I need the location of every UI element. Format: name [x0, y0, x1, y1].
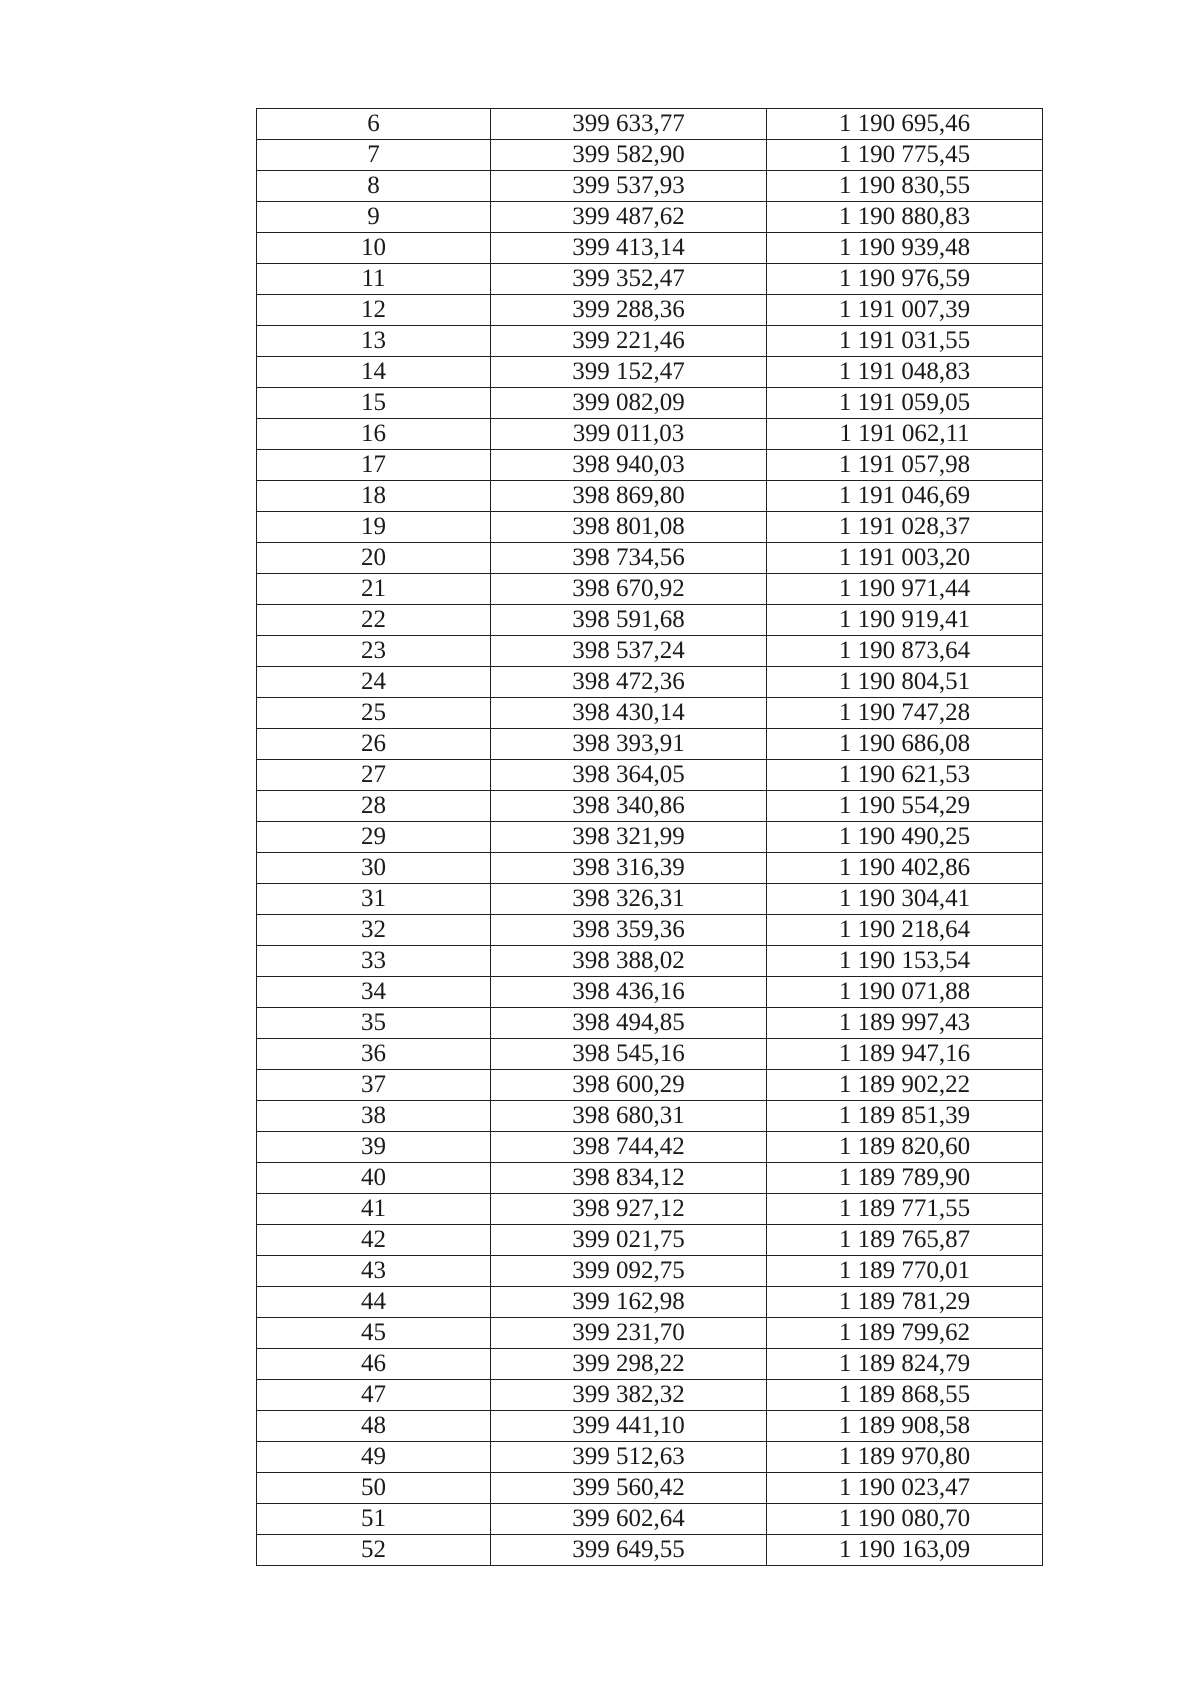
y-coordinate-cell: 1 190 153,54: [767, 946, 1043, 977]
x-coordinate-cell: 399 288,36: [491, 295, 767, 326]
y-coordinate-cell: 1 190 939,48: [767, 233, 1043, 264]
y-coordinate-cell: 1 190 071,88: [767, 977, 1043, 1008]
point-number-cell: 29: [257, 822, 491, 853]
point-number-cell: 48: [257, 1411, 491, 1442]
point-number-cell: 37: [257, 1070, 491, 1101]
point-number-cell: 41: [257, 1194, 491, 1225]
x-coordinate-cell: 399 011,03: [491, 419, 767, 450]
table-row: [257, 140, 1043, 171]
table-row: [257, 450, 1043, 481]
table-row: [257, 388, 1043, 419]
table-row: [257, 233, 1043, 264]
point-number-cell: 16: [257, 419, 491, 450]
x-coordinate-cell: 398 430,14: [491, 698, 767, 729]
x-coordinate-cell: 398 436,16: [491, 977, 767, 1008]
table-row: [257, 543, 1043, 574]
point-number-cell: 49: [257, 1442, 491, 1473]
y-coordinate-cell: 1 189 824,79: [767, 1349, 1043, 1380]
x-coordinate-cell: 398 940,03: [491, 450, 767, 481]
table-row: [257, 853, 1043, 884]
y-coordinate-cell: 1 191 003,20: [767, 543, 1043, 574]
y-coordinate-cell: 1 190 218,64: [767, 915, 1043, 946]
point-number-cell: 43: [257, 1256, 491, 1287]
table-row: [257, 481, 1043, 512]
table-row: [257, 1225, 1043, 1256]
point-number-cell: 46: [257, 1349, 491, 1380]
table-row: [257, 1535, 1043, 1566]
y-coordinate-cell: 1 190 971,44: [767, 574, 1043, 605]
y-coordinate-cell: 1 190 695,46: [767, 109, 1043, 140]
y-coordinate-cell: 1 189 799,62: [767, 1318, 1043, 1349]
x-coordinate-cell: 398 834,12: [491, 1163, 767, 1194]
x-coordinate-cell: 399 152,47: [491, 357, 767, 388]
y-coordinate-cell: 1 190 023,47: [767, 1473, 1043, 1504]
table-row: [257, 1039, 1043, 1070]
x-coordinate-cell: 399 602,64: [491, 1504, 767, 1535]
x-coordinate-cell: 399 560,42: [491, 1473, 767, 1504]
x-coordinate-cell: 398 326,31: [491, 884, 767, 915]
table-row: [257, 1194, 1043, 1225]
point-number-cell: 17: [257, 450, 491, 481]
table-row: [257, 202, 1043, 233]
y-coordinate-cell: 1 191 062,11: [767, 419, 1043, 450]
table-row: [257, 1163, 1043, 1194]
x-coordinate-cell: 399 512,63: [491, 1442, 767, 1473]
x-coordinate-cell: 398 591,68: [491, 605, 767, 636]
point-number-cell: 38: [257, 1101, 491, 1132]
x-coordinate-cell: 398 321,99: [491, 822, 767, 853]
point-number-cell: 45: [257, 1318, 491, 1349]
x-coordinate-cell: 399 382,32: [491, 1380, 767, 1411]
y-coordinate-cell: 1 190 880,83: [767, 202, 1043, 233]
table-row: [257, 1380, 1043, 1411]
point-number-cell: 52: [257, 1535, 491, 1566]
point-number-cell: 51: [257, 1504, 491, 1535]
x-coordinate-cell: 398 744,42: [491, 1132, 767, 1163]
table-row: [257, 822, 1043, 853]
table-row: [257, 326, 1043, 357]
y-coordinate-cell: 1 190 747,28: [767, 698, 1043, 729]
table-row: [257, 667, 1043, 698]
y-coordinate-cell: 1 191 048,83: [767, 357, 1043, 388]
point-number-cell: 21: [257, 574, 491, 605]
x-coordinate-cell: 398 472,36: [491, 667, 767, 698]
table-row: [257, 605, 1043, 636]
table-row: [257, 915, 1043, 946]
point-number-cell: 26: [257, 729, 491, 760]
y-coordinate-cell: 1 189 970,80: [767, 1442, 1043, 1473]
point-number-cell: 39: [257, 1132, 491, 1163]
point-number-cell: 18: [257, 481, 491, 512]
y-coordinate-cell: 1 191 031,55: [767, 326, 1043, 357]
point-number-cell: 27: [257, 760, 491, 791]
table-row: [257, 109, 1043, 140]
y-coordinate-cell: 1 190 490,25: [767, 822, 1043, 853]
table-row: [257, 1318, 1043, 1349]
table-row: [257, 1132, 1043, 1163]
x-coordinate-cell: 399 298,22: [491, 1349, 767, 1380]
y-coordinate-cell: 1 189 908,58: [767, 1411, 1043, 1442]
y-coordinate-cell: 1 189 902,22: [767, 1070, 1043, 1101]
table-row: [257, 1256, 1043, 1287]
y-coordinate-cell: 1 191 046,69: [767, 481, 1043, 512]
table-row: [257, 264, 1043, 295]
point-number-cell: 36: [257, 1039, 491, 1070]
table-row: [257, 1008, 1043, 1039]
point-number-cell: 35: [257, 1008, 491, 1039]
x-coordinate-cell: 399 413,14: [491, 233, 767, 264]
y-coordinate-cell: 1 190 163,09: [767, 1535, 1043, 1566]
table-row: [257, 295, 1043, 326]
table-row: [257, 1473, 1043, 1504]
x-coordinate-cell: 398 494,85: [491, 1008, 767, 1039]
table-row: [257, 1287, 1043, 1318]
y-coordinate-cell: 1 191 057,98: [767, 450, 1043, 481]
y-coordinate-cell: 1 189 820,60: [767, 1132, 1043, 1163]
point-number-cell: 47: [257, 1380, 491, 1411]
x-coordinate-cell: 399 352,47: [491, 264, 767, 295]
x-coordinate-cell: 399 633,77: [491, 109, 767, 140]
point-number-cell: 6: [257, 109, 491, 140]
table-row: [257, 1070, 1043, 1101]
table-row: [257, 946, 1043, 977]
table-row: [257, 1101, 1043, 1132]
y-coordinate-cell: 1 189 868,55: [767, 1380, 1043, 1411]
table-row: [257, 698, 1043, 729]
y-coordinate-cell: 1 191 059,05: [767, 388, 1043, 419]
x-coordinate-cell: 399 092,75: [491, 1256, 767, 1287]
point-number-cell: 42: [257, 1225, 491, 1256]
table-row: [257, 419, 1043, 450]
y-coordinate-cell: 1 190 976,59: [767, 264, 1043, 295]
x-coordinate-cell: 399 582,90: [491, 140, 767, 171]
y-coordinate-cell: 1 189 770,01: [767, 1256, 1043, 1287]
point-number-cell: 31: [257, 884, 491, 915]
y-coordinate-cell: 1 190 080,70: [767, 1504, 1043, 1535]
coordinates-table: [256, 108, 1043, 1566]
point-number-cell: 33: [257, 946, 491, 977]
point-number-cell: 20: [257, 543, 491, 574]
point-number-cell: 34: [257, 977, 491, 1008]
x-coordinate-cell: 399 231,70: [491, 1318, 767, 1349]
table-row: [257, 791, 1043, 822]
point-number-cell: 44: [257, 1287, 491, 1318]
y-coordinate-cell: 1 190 873,64: [767, 636, 1043, 667]
point-number-cell: 9: [257, 202, 491, 233]
x-coordinate-cell: 398 316,39: [491, 853, 767, 884]
x-coordinate-cell: 399 221,46: [491, 326, 767, 357]
x-coordinate-cell: 398 545,16: [491, 1039, 767, 1070]
y-coordinate-cell: 1 189 781,29: [767, 1287, 1043, 1318]
table-row: [257, 512, 1043, 543]
table-row: [257, 574, 1043, 605]
x-coordinate-cell: 399 082,09: [491, 388, 767, 419]
y-coordinate-cell: 1 191 028,37: [767, 512, 1043, 543]
x-coordinate-cell: 398 927,12: [491, 1194, 767, 1225]
table-row: [257, 1442, 1043, 1473]
point-number-cell: 11: [257, 264, 491, 295]
y-coordinate-cell: 1 191 007,39: [767, 295, 1043, 326]
y-coordinate-cell: 1 189 765,87: [767, 1225, 1043, 1256]
x-coordinate-cell: 399 537,93: [491, 171, 767, 202]
x-coordinate-cell: 398 393,91: [491, 729, 767, 760]
x-coordinate-cell: 398 359,36: [491, 915, 767, 946]
x-coordinate-cell: 399 649,55: [491, 1535, 767, 1566]
table-row: [257, 1504, 1043, 1535]
y-coordinate-cell: 1 190 554,29: [767, 791, 1043, 822]
table-row: [257, 357, 1043, 388]
y-coordinate-cell: 1 190 804,51: [767, 667, 1043, 698]
point-number-cell: 30: [257, 853, 491, 884]
x-coordinate-cell: 398 680,31: [491, 1101, 767, 1132]
y-coordinate-cell: 1 189 789,90: [767, 1163, 1043, 1194]
x-coordinate-cell: 399 487,62: [491, 202, 767, 233]
point-number-cell: 28: [257, 791, 491, 822]
x-coordinate-cell: 398 869,80: [491, 481, 767, 512]
y-coordinate-cell: 1 190 304,41: [767, 884, 1043, 915]
point-number-cell: 8: [257, 171, 491, 202]
y-coordinate-cell: 1 189 997,43: [767, 1008, 1043, 1039]
x-coordinate-cell: 398 670,92: [491, 574, 767, 605]
point-number-cell: 7: [257, 140, 491, 171]
y-coordinate-cell: 1 190 775,45: [767, 140, 1043, 171]
point-number-cell: 22: [257, 605, 491, 636]
point-number-cell: 15: [257, 388, 491, 419]
x-coordinate-cell: 398 801,08: [491, 512, 767, 543]
point-number-cell: 12: [257, 295, 491, 326]
x-coordinate-cell: 398 364,05: [491, 760, 767, 791]
x-coordinate-cell: 399 021,75: [491, 1225, 767, 1256]
point-number-cell: 40: [257, 1163, 491, 1194]
y-coordinate-cell: 1 189 851,39: [767, 1101, 1043, 1132]
x-coordinate-cell: 398 340,86: [491, 791, 767, 822]
table-row: [257, 760, 1043, 791]
y-coordinate-cell: 1 190 621,53: [767, 760, 1043, 791]
point-number-cell: 50: [257, 1473, 491, 1504]
point-number-cell: 25: [257, 698, 491, 729]
table-row: [257, 1411, 1043, 1442]
x-coordinate-cell: 399 441,10: [491, 1411, 767, 1442]
point-number-cell: 23: [257, 636, 491, 667]
x-coordinate-cell: 399 162,98: [491, 1287, 767, 1318]
point-number-cell: 14: [257, 357, 491, 388]
point-number-cell: 24: [257, 667, 491, 698]
x-coordinate-cell: 398 600,29: [491, 1070, 767, 1101]
x-coordinate-cell: 398 734,56: [491, 543, 767, 574]
x-coordinate-cell: 398 537,24: [491, 636, 767, 667]
point-number-cell: 13: [257, 326, 491, 357]
y-coordinate-cell: 1 189 947,16: [767, 1039, 1043, 1070]
y-coordinate-cell: 1 189 771,55: [767, 1194, 1043, 1225]
table-row: [257, 884, 1043, 915]
table-row: [257, 1349, 1043, 1380]
point-number-cell: 32: [257, 915, 491, 946]
x-coordinate-cell: 398 388,02: [491, 946, 767, 977]
y-coordinate-cell: 1 190 686,08: [767, 729, 1043, 760]
y-coordinate-cell: 1 190 402,86: [767, 853, 1043, 884]
table-row: [257, 729, 1043, 760]
table-row: [257, 977, 1043, 1008]
coordinates-table-body: [257, 109, 1043, 1566]
y-coordinate-cell: 1 190 919,41: [767, 605, 1043, 636]
point-number-cell: 19: [257, 512, 491, 543]
table-row: [257, 171, 1043, 202]
table-row: [257, 636, 1043, 667]
point-number-cell: 10: [257, 233, 491, 264]
y-coordinate-cell: 1 190 830,55: [767, 171, 1043, 202]
